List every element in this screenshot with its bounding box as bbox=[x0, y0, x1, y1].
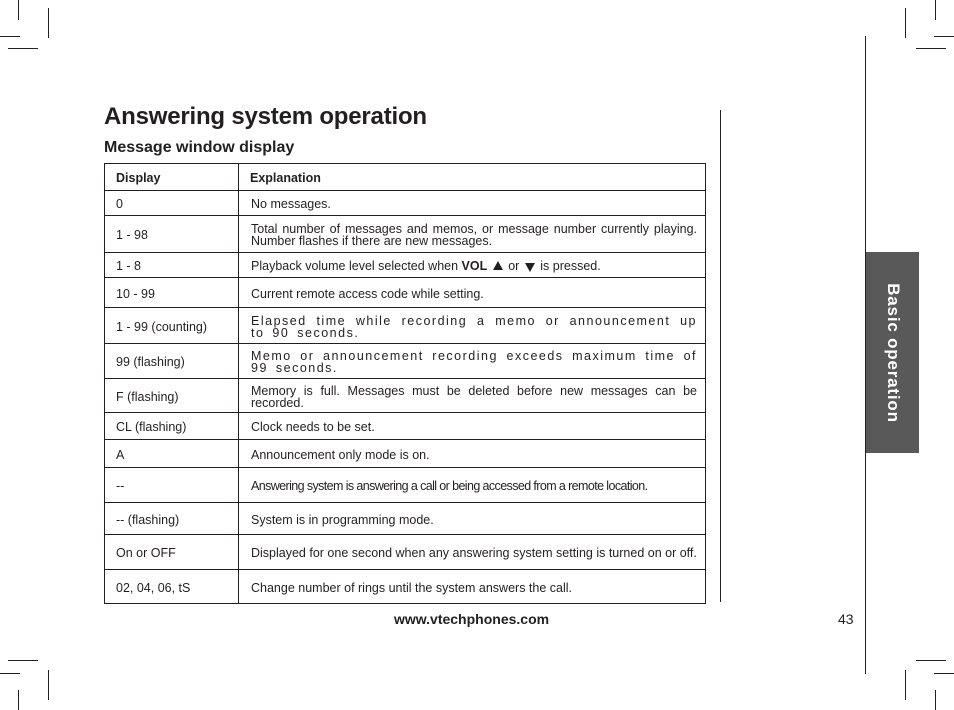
explanation-cell: System is in programming mode. bbox=[239, 503, 706, 535]
section-title: Message window display bbox=[104, 139, 295, 156]
table-row bbox=[105, 413, 706, 440]
vol-key-label: VOL bbox=[461, 259, 488, 273]
section-side-tab bbox=[866, 252, 919, 453]
display-cell: 1 - 98 bbox=[105, 216, 239, 253]
display-cell: A bbox=[105, 440, 239, 468]
crop-mark bbox=[8, 48, 38, 49]
table-header-row bbox=[105, 164, 706, 191]
crop-mark bbox=[0, 673, 20, 674]
explanation-cell: Memo or announcement recording exceeds maximum time of 99 seconds. bbox=[239, 344, 706, 379]
column-rule bbox=[720, 110, 721, 602]
display-cell: 0 bbox=[105, 191, 239, 216]
crop-mark bbox=[18, 690, 19, 710]
page-number: 43 bbox=[838, 611, 854, 627]
table-row bbox=[105, 253, 706, 278]
crop-mark bbox=[935, 0, 936, 20]
crop-mark bbox=[8, 660, 38, 661]
crop-mark bbox=[935, 690, 936, 710]
crop-mark bbox=[934, 36, 954, 37]
table-row bbox=[105, 308, 706, 344]
explanation-cell: No messages. bbox=[239, 191, 706, 216]
explanation-cell: Answering system is answering a call or being accessed from a remote location. bbox=[239, 468, 706, 503]
table-row bbox=[105, 503, 706, 535]
table-row bbox=[105, 379, 706, 413]
explanation-cell: Announcement only mode is on. bbox=[239, 440, 706, 468]
table-row bbox=[105, 440, 706, 468]
header-display: Display bbox=[105, 164, 239, 191]
table-row bbox=[105, 216, 706, 253]
explanation-text: or bbox=[504, 259, 523, 273]
table-row bbox=[105, 570, 706, 604]
crop-mark bbox=[934, 673, 954, 674]
table-row bbox=[105, 278, 706, 308]
table-row bbox=[105, 468, 706, 503]
page-title: Answering system operation bbox=[104, 103, 427, 130]
explanation-cell: Elapsed time while recording a memo or announcement up to 90 seconds. bbox=[239, 308, 706, 344]
explanation-text: is pressed. bbox=[536, 259, 601, 273]
explanation-cell: Current remote access code while setting. bbox=[239, 278, 706, 308]
explanation-text: Playback volume level selected when bbox=[251, 259, 462, 273]
display-cell: 1 - 99 (counting) bbox=[105, 308, 239, 344]
crop-mark bbox=[916, 660, 946, 661]
table-row bbox=[105, 535, 706, 570]
explanation-cell: Total number of messages and memos, or message number currently playing. Number flashes if there are new messages. bbox=[239, 216, 706, 253]
display-cell: 1 - 8 bbox=[105, 253, 239, 278]
crop-mark bbox=[905, 8, 906, 38]
display-cell: 10 - 99 bbox=[105, 278, 239, 308]
display-cell: CL (flashing) bbox=[105, 413, 239, 440]
crop-mark bbox=[905, 670, 906, 700]
message-window-table bbox=[104, 163, 706, 604]
triangle-up-icon bbox=[493, 261, 503, 270]
explanation-cell: Change number of rings until the system answers the call. bbox=[239, 570, 706, 604]
display-cell: F (flashing) bbox=[105, 379, 239, 413]
explanation-cell: Memory is full. Messages must be deleted before new messages can be recorded. bbox=[239, 379, 706, 413]
explanation-cell bbox=[239, 253, 706, 278]
triangle-down-icon bbox=[525, 263, 535, 272]
crop-mark bbox=[48, 670, 49, 700]
table-row bbox=[105, 191, 706, 216]
header-explanation: Explanation bbox=[239, 164, 706, 191]
crop-mark bbox=[48, 8, 49, 38]
display-cell: -- (flashing) bbox=[105, 503, 239, 535]
table-row bbox=[105, 344, 706, 379]
display-cell: 02, 04, 06, tS bbox=[105, 570, 239, 604]
display-cell: 99 (flashing) bbox=[105, 344, 239, 379]
crop-mark bbox=[916, 48, 946, 49]
crop-mark bbox=[18, 0, 19, 20]
crop-mark bbox=[0, 36, 20, 37]
display-cell: -- bbox=[105, 468, 239, 503]
display-cell: On or OFF bbox=[105, 535, 239, 570]
explanation-cell: Clock needs to be set. bbox=[239, 413, 706, 440]
side-tab-label: Basic operation bbox=[883, 282, 903, 423]
explanation-cell: Displayed for one second when any answering system setting is turned on or off. bbox=[239, 535, 706, 570]
footer-url: www.vtechphones.com bbox=[394, 611, 550, 627]
